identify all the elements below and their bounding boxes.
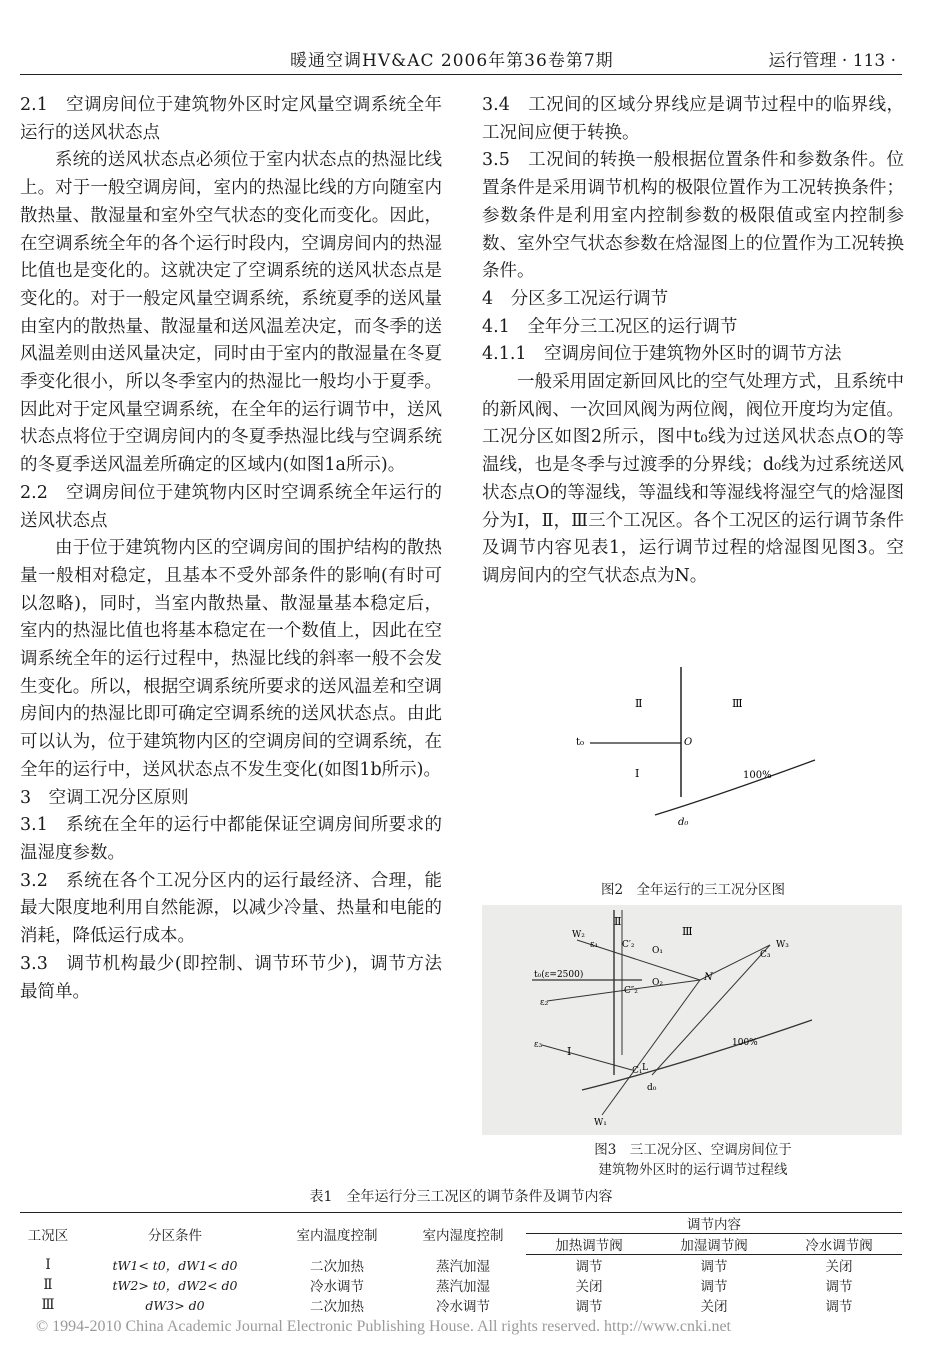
point-o-label: O [684, 737, 693, 748]
relative-humidity-label: 100% [743, 770, 772, 781]
figure-3-caption [482, 1140, 904, 1180]
c3-label: C₃ [760, 950, 771, 960]
c1-label: C₁ [632, 1066, 643, 1076]
principle-3-4: 3.4 工况间的区域分界线应是调节过程中的临界线，工况间应便于转换。 [482, 95, 904, 143]
copyright-footer: © 1994-2010 China Academic Journal Electronic Publishing House. All rights reserved. http://www.cnki.net [36, 1318, 731, 1335]
principle-3-5: 3.5 工况间的转换一般根据位置条件和参数条件。位置条件是采用调节机构的极限位置作为工况转换条件；参数条件是利用室内控制参数的极限值或室内控制参数、室外空气状态参数在焓湿图上的位置作为工况转换条件。 [482, 150, 904, 282]
w2-label: W₂ [572, 930, 585, 940]
cell-condition: tW2> t0，dW2< d0 [112, 1278, 238, 1293]
fig3-rh-label: 100% [732, 1038, 758, 1048]
paragraph-2-1: 系统的送风状态点必须位于室内状态点的热湿比线上。对于一般空调房间，室内的热湿比线的方向随室内散热量、散湿量和室外空气状态的变化而变化。因此，在空调系统全年的各个运行时段内，空调房间内的热湿比值也是变化的。这就决定了空调系统的送风状态点是变化的。对于一般定风量空调系统，系统夏季的送风量由室内的散热量、散湿量和送风温差决定，而冬季的送风温差则由送风量决定，同时由于室内的散湿量在冬夏季变化很小，所以冬季室内的热湿比一般均小于夏季。因此对于定风量空调系统，在全年的运行调节中，送风状态点将位于空调房间内的冬夏季热湿比线与空调系统的冬夏季送风温差所确定的区域内(如图1a所示)。 [20, 150, 442, 476]
fig3-zone-2-label: Ⅱ [614, 915, 622, 928]
principle-3-3: 3.3 调节机构最少(即控制、调节环节少)，调节方法最简单。 [20, 953, 442, 1002]
saturation-curve [655, 760, 815, 815]
running-header [20, 40, 902, 75]
header-heating-valve: 加热调节阀 [526, 1234, 652, 1255]
cell-temp: 二次加热 [310, 1258, 364, 1275]
right-column [482, 92, 904, 591]
zone-2-label: Ⅱ [635, 697, 643, 710]
process-line-c3 [652, 945, 770, 1075]
n-label: N [704, 972, 713, 983]
left-column [20, 92, 442, 1006]
process-line-e3 [542, 1045, 632, 1070]
cell-heating: 调节 [575, 1259, 603, 1275]
o2-label: O₂ [652, 978, 663, 988]
cell-humidity: 蒸汽加湿 [436, 1279, 490, 1295]
principle-3-1: 3.1 系统在全年的运行中都能保证空调房间所要求的温湿度参数。 [20, 815, 442, 863]
paragraph-2-2: 由于位于建筑物内区的空调房间的围护结构的散热量一般相对稳定，且基本不受外部条件的影响(有时可以忽略)，同时，当室内散热量、散湿量基本稳定后，室内的热湿比值也将基本稳定在一个数值上，因此在空调系统全年的运行过程中，热湿比线的斜率一般不会发生变化。所以，根据空调系统所要求的送风温差和空调房间内的热湿比即可确定空调系统的送风状态点。由此可以认为，位于建筑物内区的空调房间的空调系统，在全年的运行中，送风状态点不发生变化(如图1b所示)。 [20, 538, 442, 780]
figure-3-caption-line-2: 建筑物外区时的运行调节过程线 [598, 1162, 788, 1178]
heading-4: 4 分区多工况运行调节 [482, 288, 669, 309]
table-1 [20, 1212, 902, 1315]
cell-condition: dW3> d0 [145, 1297, 205, 1313]
header-humidity-control: 室内湿度控制 [400, 1213, 526, 1255]
header-temperature-control: 室内温度控制 [274, 1213, 400, 1255]
journal-info: 暖通空调HV&AC 2006年第36卷第7期 [290, 51, 614, 71]
cell-heating: 调节 [575, 1299, 603, 1315]
fig3-d0-label: d₀ [647, 1083, 657, 1093]
fig3-t0-label: t₀(ε=2500) [534, 970, 584, 980]
figure-2-caption: 图2 全年运行的三工况分区图 [600, 882, 786, 898]
header-adjustment-content: 调节内容 [526, 1213, 902, 1234]
heading-4-1: 4.1 全年分三工况区的运行调节 [482, 316, 738, 337]
fig3-zone-1-label: Ⅰ [567, 1045, 572, 1058]
header-zone: 工况区 [20, 1213, 76, 1255]
o1-label: O₁ [652, 946, 663, 956]
e2-label: ε₂ [540, 998, 549, 1008]
w3-label: W₃ [776, 940, 789, 950]
cell-humidifying: 调节 [700, 1259, 728, 1275]
cell-zone: Ⅱ [43, 1277, 53, 1293]
principle-3-2: 3.2 系统在各个工况分区内的运行最经济、合理，能最大限度地利用自然能源，以减少冷量、热量和电能的消耗，降低运行成本。 [20, 870, 442, 947]
figure-3-process-diagram [482, 905, 902, 1135]
zone-1-label: Ⅰ [635, 767, 640, 780]
header-humidifying-valve: 加湿调节阀 [652, 1234, 776, 1255]
paragraph-4-1-1: 一般采用固定新回风比的空气处理方式，且系统中的新风阀、一次回风阀为两位阀，阀位开度均为定值。工况分区如图2所示，图中t₀线为过送风状态点O的等温线，也是冬季与过渡季的分界线；d₀线为过系统送风状态点O的等湿线，等温线和等湿线将湿空气的焓湿图分为Ⅰ，Ⅱ，Ⅲ三个工况区。各个工况区的运行调节条件及调节内容见表1，运行调节过程的焓湿图见图3。空调房间内的空气状态点为N。 [482, 372, 904, 586]
heading-3: 3 空调工况分区原则 [20, 787, 189, 808]
cell-cooling: 关闭 [825, 1259, 853, 1275]
e3-label: ε₃ [534, 1040, 543, 1050]
figure-3-caption-line-1: 图3 三工况分区、空调房间位于 [594, 1142, 792, 1158]
cell-humidifying: 调节 [700, 1279, 728, 1295]
cell-humidity: 冷水调节 [436, 1299, 490, 1315]
header-condition: 分区条件 [76, 1213, 274, 1255]
cell-heating: 关闭 [575, 1279, 603, 1295]
cell-cooling: 调节 [825, 1299, 853, 1315]
cell-cooling: 调节 [825, 1279, 853, 1295]
section-page-number: 运行管理 · 113 · [768, 51, 896, 71]
heading-2-2: 2.2 空调房间位于建筑物内区时空调系统全年运行的送风状态点 [20, 482, 442, 531]
zone-3-label: Ⅲ [732, 697, 743, 710]
cell-temp: 冷水调节 [310, 1279, 364, 1295]
cell-humidifying: 关闭 [700, 1299, 728, 1315]
fig3-saturation-curve [582, 1020, 812, 1090]
table-row [20, 1295, 902, 1315]
heading-4-1-1: 4.1.1 空调房间位于建筑物外区时的调节方法 [482, 344, 842, 365]
cell-condition: tW1< t0，dW1< d0 [112, 1257, 238, 1273]
c2-prime-label: C′₂ [622, 940, 635, 950]
heading-2-1: 2.1 空调房间位于建筑物外区时定风量空调系统全年运行的送风状态点 [20, 95, 442, 143]
figure-2-zone-diagram [560, 665, 820, 875]
e1-label: ε₁ [590, 940, 599, 950]
cell-zone: Ⅲ [41, 1297, 55, 1313]
cell-zone: Ⅰ [45, 1256, 51, 1273]
d0-label: d₀ [678, 817, 689, 828]
table-1-title: 表1 全年运行分三工况区的调节条件及调节内容 [309, 1189, 613, 1205]
fig3-zone-3-label: Ⅲ [682, 925, 693, 938]
table-row [20, 1255, 902, 1276]
l-label: L [642, 1063, 648, 1073]
w1-label: W₁ [594, 1118, 607, 1128]
t0-label: t₀ [576, 737, 585, 748]
cell-humidity: 蒸汽加湿 [436, 1258, 490, 1275]
table-row [20, 1275, 902, 1295]
cell-temp: 二次加热 [310, 1299, 364, 1315]
header-cooling-valve: 冷水调节阀 [776, 1234, 902, 1255]
c2-double-prime-label: C″₂ [624, 986, 638, 996]
process-line-w1 [602, 980, 700, 1115]
